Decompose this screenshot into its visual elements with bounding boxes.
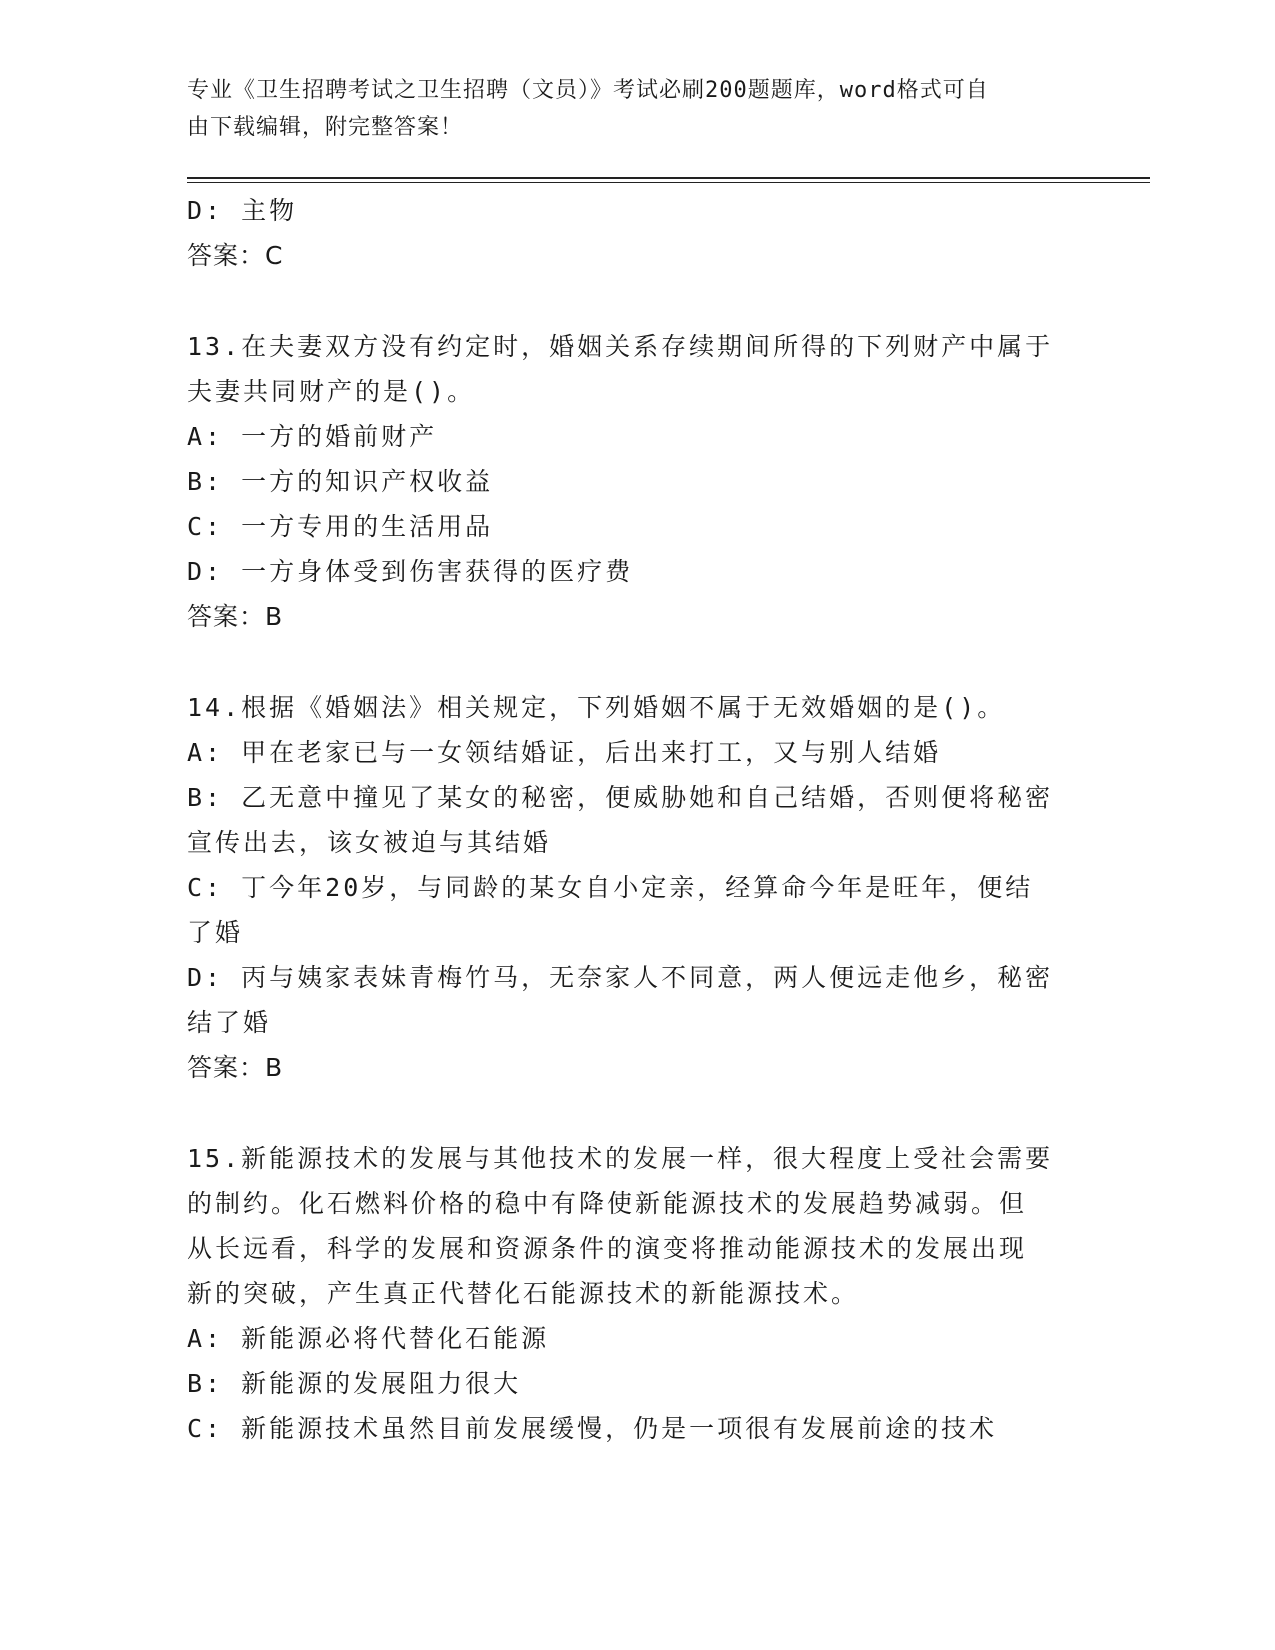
option-c: C: 丁今年20岁，与同龄的某女自小定亲，经算命今年是旺年，便结 — [187, 873, 1034, 902]
question-15 — [187, 1136, 1087, 1451]
question-stem: 14.根据《婚姻法》相关规定，下列婚姻不属于无效婚姻的是()。 — [187, 693, 1006, 722]
option-a: A: 甲在老家已与一女领结婚证，后出来打工，又与别人结婚 — [187, 738, 942, 767]
question-stem: 的制约。化石燃料价格的稳中有降使新能源技术的发展趋势减弱。但 — [187, 1189, 1028, 1218]
answer: 答案：B — [187, 602, 284, 631]
option-d: D: 主物 — [187, 196, 298, 225]
question-stem: 夫妻共同财产的是()。 — [187, 377, 476, 406]
question-stem: 从长远看，科学的发展和资源条件的演变将推动能源技术的发展出现 — [187, 1234, 1028, 1263]
option-c: C: 一方专用的生活用品 — [187, 512, 494, 541]
document-body — [187, 188, 1087, 1451]
option-d: D: 一方身体受到伤害获得的医疗费 — [187, 557, 634, 586]
answer: 答案：B — [187, 1053, 284, 1082]
spacer — [187, 639, 1087, 685]
spacer — [187, 1090, 1087, 1136]
option-b: B: 一方的知识产权收益 — [187, 467, 494, 496]
question-14 — [187, 685, 1087, 1090]
option-b-cont: 宣传出去，该女被迫与其结婚 — [187, 828, 552, 857]
option-c: C: 新能源技术虽然目前发展缓慢，仍是一项很有发展前途的技术 — [187, 1414, 998, 1443]
option-a: A: 新能源必将代替化石能源 — [187, 1324, 550, 1353]
header-divider-thin — [187, 182, 1150, 183]
document-header — [187, 72, 1067, 146]
option-d-cont: 结了婚 — [187, 1008, 272, 1037]
question-13 — [187, 324, 1087, 639]
header-line: 由下载编辑，附完整答案！ — [187, 115, 464, 140]
question-stem: 新的突破，产生真正代替化石能源技术的新能源技术。 — [187, 1279, 860, 1308]
question-stem: 15.新能源技术的发展与其他技术的发展一样，很大程度上受社会需要 — [187, 1144, 1054, 1173]
option-d: D: 丙与姨家表妹青梅竹马，无奈家人不同意，两人便远走他乡，秘密 — [187, 963, 1054, 992]
option-c-cont: 了婚 — [187, 918, 244, 947]
question-stem: 13.在夫妻双方没有约定时，婚姻关系存续期间所得的下列财产中属于 — [187, 332, 1054, 361]
header-divider — [187, 177, 1150, 179]
option-b: B: 乙无意中撞见了某女的秘密，便威胁她和自己结婚，否则便将秘密 — [187, 783, 1054, 812]
option-a: A: 一方的婚前财产 — [187, 422, 438, 451]
spacer — [187, 278, 1087, 324]
option-b: B: 新能源的发展阻力很大 — [187, 1369, 522, 1398]
answer: 答案：C — [187, 241, 284, 270]
header-line: 专业《卫生招聘考试之卫生招聘（文员）》考试必刷200题题库，word格式可自 — [187, 78, 989, 103]
